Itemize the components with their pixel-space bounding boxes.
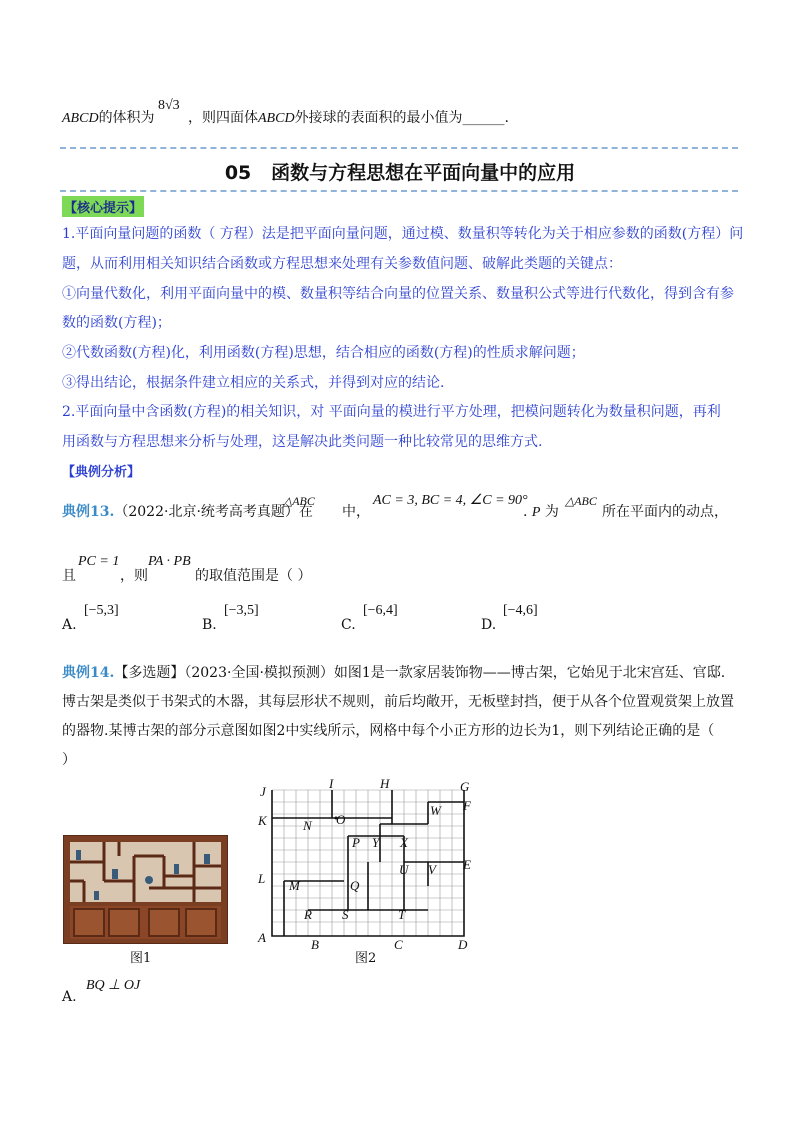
option-a-letter[interactable]: A. (62, 617, 77, 633)
grid-label-W: W (430, 803, 441, 818)
grid-label-T: T (398, 907, 406, 922)
figure2-caption: 图2 (355, 951, 377, 966)
grid-label-R: R (304, 907, 312, 922)
option-b-value[interactable]: [−3,5] (224, 603, 259, 618)
bogu-shelf-photo (63, 835, 228, 944)
tip-line-2: 题，从而利用相关知识结合函数或方程思想来处理有关参数值问题、破解此类题的关键点： (62, 256, 622, 272)
section-title-text: 函数与方程思想在平面向量中的应用 (271, 162, 576, 184)
example14-line4: ） (62, 752, 76, 768)
grid-label-D: D (458, 937, 468, 952)
example14-text1: 【多选题】（2023·全国·模拟预测）如图1是一款家居装饰物——博古架，它始见于北宋宫廷、官邸. (114, 665, 726, 681)
grid-label-J: J (260, 784, 266, 799)
example13-rest: 所在平面内的动点， (602, 504, 728, 520)
example13-source: （2022·北京·统考高考真题）在 (114, 504, 313, 520)
tip-line-8: 用函数与方程思想来分析与处理，这是解决此类问题一种比较常见的思维方式. (62, 434, 543, 450)
grid-label-X: X (400, 835, 408, 850)
option-b-letter[interactable]: B. (202, 617, 217, 633)
grid-label-U: U (399, 862, 409, 877)
example14-line3: 的器物.某博古架的部分示意图如图2中实线所示，网格中每个小正方形的边长为1，则下列结论正确的是（ (62, 723, 715, 739)
tip-line-4: 数的函数(方程)； (62, 315, 171, 331)
figure1-caption: 图1 (130, 951, 152, 966)
tip-line-7: 2.平面向量中含函数(方程)的相关知识，对 平面向量的模进行平方处理，把模问题转化为数量积问题，再利 (62, 404, 721, 420)
tip-line-3: ①向量代数化，利用平面向量中的模、数量积等结合向量的位置关系、数量积公式等进行代数化，得到含有参 (62, 286, 734, 302)
grid-label-G: G (460, 779, 470, 794)
section-title (0, 158, 800, 185)
grid-label-Q: Q (350, 878, 360, 893)
figure2-grid-diagram (258, 776, 478, 956)
dot-product: PA · PB (148, 554, 191, 569)
option-a-value[interactable]: [−5,3] (84, 603, 119, 618)
question-tail (188, 108, 509, 129)
section-number: 05 (224, 162, 252, 184)
grid-label-B: B (311, 937, 319, 952)
triangle-abc-1: △ABC (283, 494, 315, 508)
point-p: P (531, 505, 541, 520)
option-d-letter[interactable]: D. (481, 617, 497, 633)
grid-label-V: V (428, 862, 436, 877)
grid-label-P: P (352, 835, 360, 850)
tip-line-6: ③得出结论，根据条件建立相应的关系式，并得到对应的结论. (62, 375, 445, 391)
previous-question-fragment (62, 108, 155, 129)
zhong-text: 中， (342, 504, 370, 520)
grid-label-S: S (342, 907, 349, 922)
grid-label-M: M (289, 878, 300, 893)
example14-option-a[interactable]: BQ ⊥ OJ (86, 978, 141, 993)
qie-text: 且 (62, 568, 76, 584)
tail-text-1: ，则四面体 (188, 110, 258, 126)
grid-label-O: O (336, 812, 346, 827)
grid-label-L: L (258, 871, 266, 886)
section-divider-top (60, 147, 738, 149)
bogu-shelf-drawing (64, 836, 227, 943)
grid-label-Y: Y (372, 835, 380, 850)
grid-label-N: N (303, 818, 312, 833)
example14-line2: 博古架是类似于书架式的木器，其每层形状不规则，前后均敞开，无板壁封挡，便于从各个位置观赏架上放置 (62, 694, 734, 710)
grid-label-E: E (463, 857, 471, 872)
tetrahedron-name: ABCD (62, 111, 99, 126)
option-d-value[interactable]: [−4,6] (503, 603, 538, 618)
core-tips-tag: 【核心提示】 (62, 196, 144, 217)
grid-label-A: A (258, 930, 266, 945)
example13-conditions: AC = 3, BC = 4, ∠C = 90° (373, 493, 528, 508)
option-c-letter[interactable]: C. (341, 617, 356, 633)
grid-label-I: I (329, 776, 334, 791)
grid-label-K: K (258, 813, 267, 828)
tetrahedron-name-2: ABCD (258, 111, 295, 126)
volume-value: 8√3 (158, 98, 180, 113)
pc-condition: PC = 1 (78, 554, 120, 569)
tip-line-1: 1.平面向量问题的函数（ 方程）法是把平面向量问题，通过模、数量积等转化为关于相应参数的函数(方程）问 (62, 226, 744, 242)
example14-option-a-letter[interactable]: A. (62, 989, 77, 1005)
example14-label: 典例14. (62, 665, 115, 681)
example14-line1 (62, 663, 725, 683)
volume-text: 的体积为 (98, 110, 155, 126)
tip-line-5: ②代数函数(方程)化，利用函数(方程)思想，结合相应的函数(方程)的性质求解问题； (62, 345, 585, 361)
option-c-value[interactable]: [−6,4] (363, 603, 398, 618)
example13-label: 典例13. (62, 504, 115, 520)
period (523, 502, 559, 523)
tail-text-2: 外接球的表面积的最小值为______. (294, 110, 510, 126)
grid-label-F: F (463, 798, 471, 813)
triangle-abc-2: △ABC (565, 494, 597, 508)
period-dot: . (523, 504, 528, 520)
grid-label-H: H (380, 776, 390, 791)
range-question: 的取值范围是（ ） (195, 568, 312, 584)
example13-line1 (62, 502, 313, 522)
analysis-tag: 【典例分析】 (62, 465, 141, 480)
section-divider-bottom (60, 190, 738, 192)
wei-text: 为 (544, 504, 559, 520)
ze-text: ，则 (120, 568, 148, 584)
grid-label-C: C (394, 937, 403, 952)
